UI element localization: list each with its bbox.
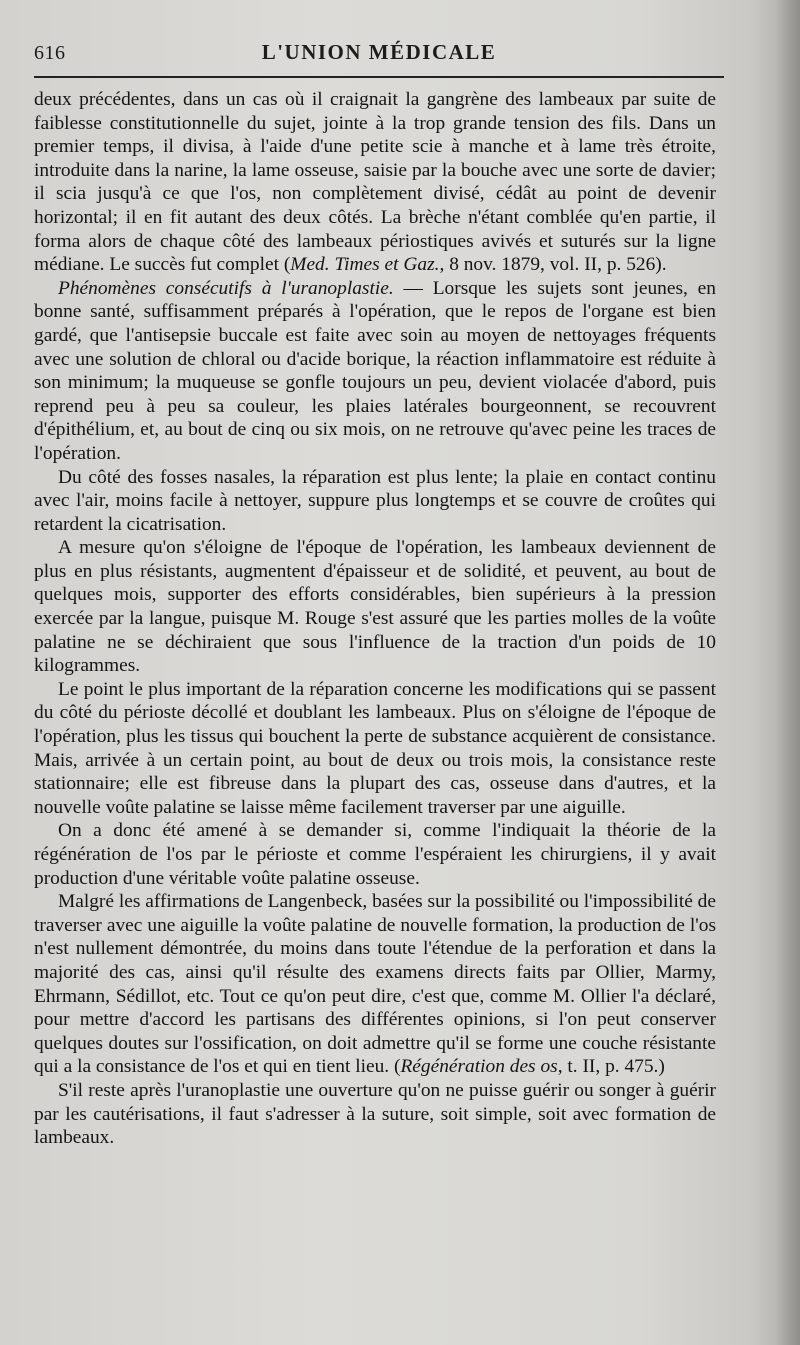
- paragraph: On a donc été amené à se demander si, comme l'indiquait la théorie de la régénération de l'os par le périoste et comme l'espéraient les chirurgiens, il y avait production d'une véritable voûte palatine osseuse.: [34, 820, 716, 889]
- page-edge-shadow: [776, 0, 800, 1345]
- paragraph: Du côté des fosses nasales, la réparation est plus lente; la plaie en contact continu avec l'air, moins facile à nettoyer, suppure plus longtemps et se couvre de croûtes qui retardent la cicatrisation.: [34, 466, 716, 535]
- header-rule: [34, 76, 724, 78]
- section-heading: Phénomènes consécutifs à l'uranoplastie.: [58, 277, 394, 299]
- citation: Régénération des os: [400, 1056, 558, 1078]
- paragraph: A mesure qu'on s'éloigne de l'époque de l'opération, les lambeaux deviennent de plus en plus résistants, augmentent d'épaisseur et de solidité, et peuvent, au bout de quelques mois, supporter des efforts considérables, bien supérieurs à la pression exercée par la langue, puisque M. Rouge s'est assuré que les parties molles de la voûte palatine ne se déchiraient que sous l'influence de la traction d'un poids de 10 kilogrammes.: [34, 537, 716, 677]
- journal-title: L'UNION MÉDICALE: [261, 40, 497, 64]
- paragraph: deux précédentes, dans un cas où il craignait la gangrène des lambeaux par suite de faiblesse constitutionnelle du sujet, jointe à la trop grande tension des fils. Dans un premier temps, il divisa, à l'aide d'une petite scie à manche et à lame très étroite, introduite dans la narine, la lame osseuse, saisie par la bouche avec une sorte de davier; il scia jusqu'à ce que l'os, non complètement divisé, cédât au point de devenir horizontal; il en fit autant des deux côtés. La brèche n'étant comblée qu'en partie, il forma alors de chaque côté des lambeaux périostiques avivés et suturés sur la ligne médiane. Le succès fut complet (Med. Times et Gaz., 8 nov. 1879, vol. II, p. 526).: [34, 89, 716, 276]
- page-number: 616: [34, 42, 66, 64]
- article-body: [34, 88, 716, 1150]
- citation: Med. Times et Gaz.: [290, 254, 440, 276]
- page-header: [34, 36, 724, 76]
- paragraph: Malgré les affirmations de Langenbeck, basées sur la possibilité ou l'impossibilité de traverser avec une aiguille la voûte palatine de nouvelle formation, la production de l'os n'est nullement démontrée, du moins dans toute l'étendue de la perforation et dans la majorité des cas, ainsi qu'il résulte des examens directs faits par Ollier, Marmy, Ehrmann, Sédillot, etc. Tout ce qu'on peut dire, c'est que, comme M. Ollier l'a déclaré, pour mettre d'accord les partisans des différentes opinions, si l'on peut conserver quelques doutes sur l'ossification, on doit admettre qu'il se forme une couche résistante qui a la consistance de l'os et qui en tient lieu. (Régénération des os, t. II, p. 475.): [34, 891, 716, 1078]
- paragraph: Phénomènes consécutifs à l'uranoplastie. — Lorsque les sujets sont jeunes, en bonne santé, suffisamment préparés à l'opération, que le repos de l'organe est bien gardé, que l'antisepsie buccale est faite avec soin au moyen de nettoyages fréquents avec une solution de chloral ou d'acide borique, la réaction inflammatoire est réduite à son minimum; la muqueuse se gonfle toujours un peu, devient violacée d'abord, puis reprend peu à peu sa couleur, les plaies latérales bourgeonnent, se recouvrent d'épithélium, et, au bout de cinq ou six mois, on ne retrouve qu'avec peine les traces de l'opération.: [34, 277, 716, 464]
- paragraph: Le point le plus important de la réparation concerne les modifications qui se passent du côté du périoste décollé et doublant les lambeaux. Plus on s'éloigne de l'époque de l'opération, plus les tissus qui bouchent la perte de substance acquièrent de consistance. Mais, arrivée à un certain point, au bout de deux ou trois mois, la consistance reste stationnaire; elle est fibreuse dans la plupart des cas, osseuse dans d'autres, et la nouvelle voûte palatine se laisse même facilement traverser par une aiguille.: [34, 678, 716, 818]
- paragraph: S'il reste après l'uranoplastie une ouverture qu'on ne puisse guérir ou songer à guérir par les cautérisations, il faut s'adresser à la suture, soit simple, soit avec formation de lambeaux.: [34, 1079, 716, 1149]
